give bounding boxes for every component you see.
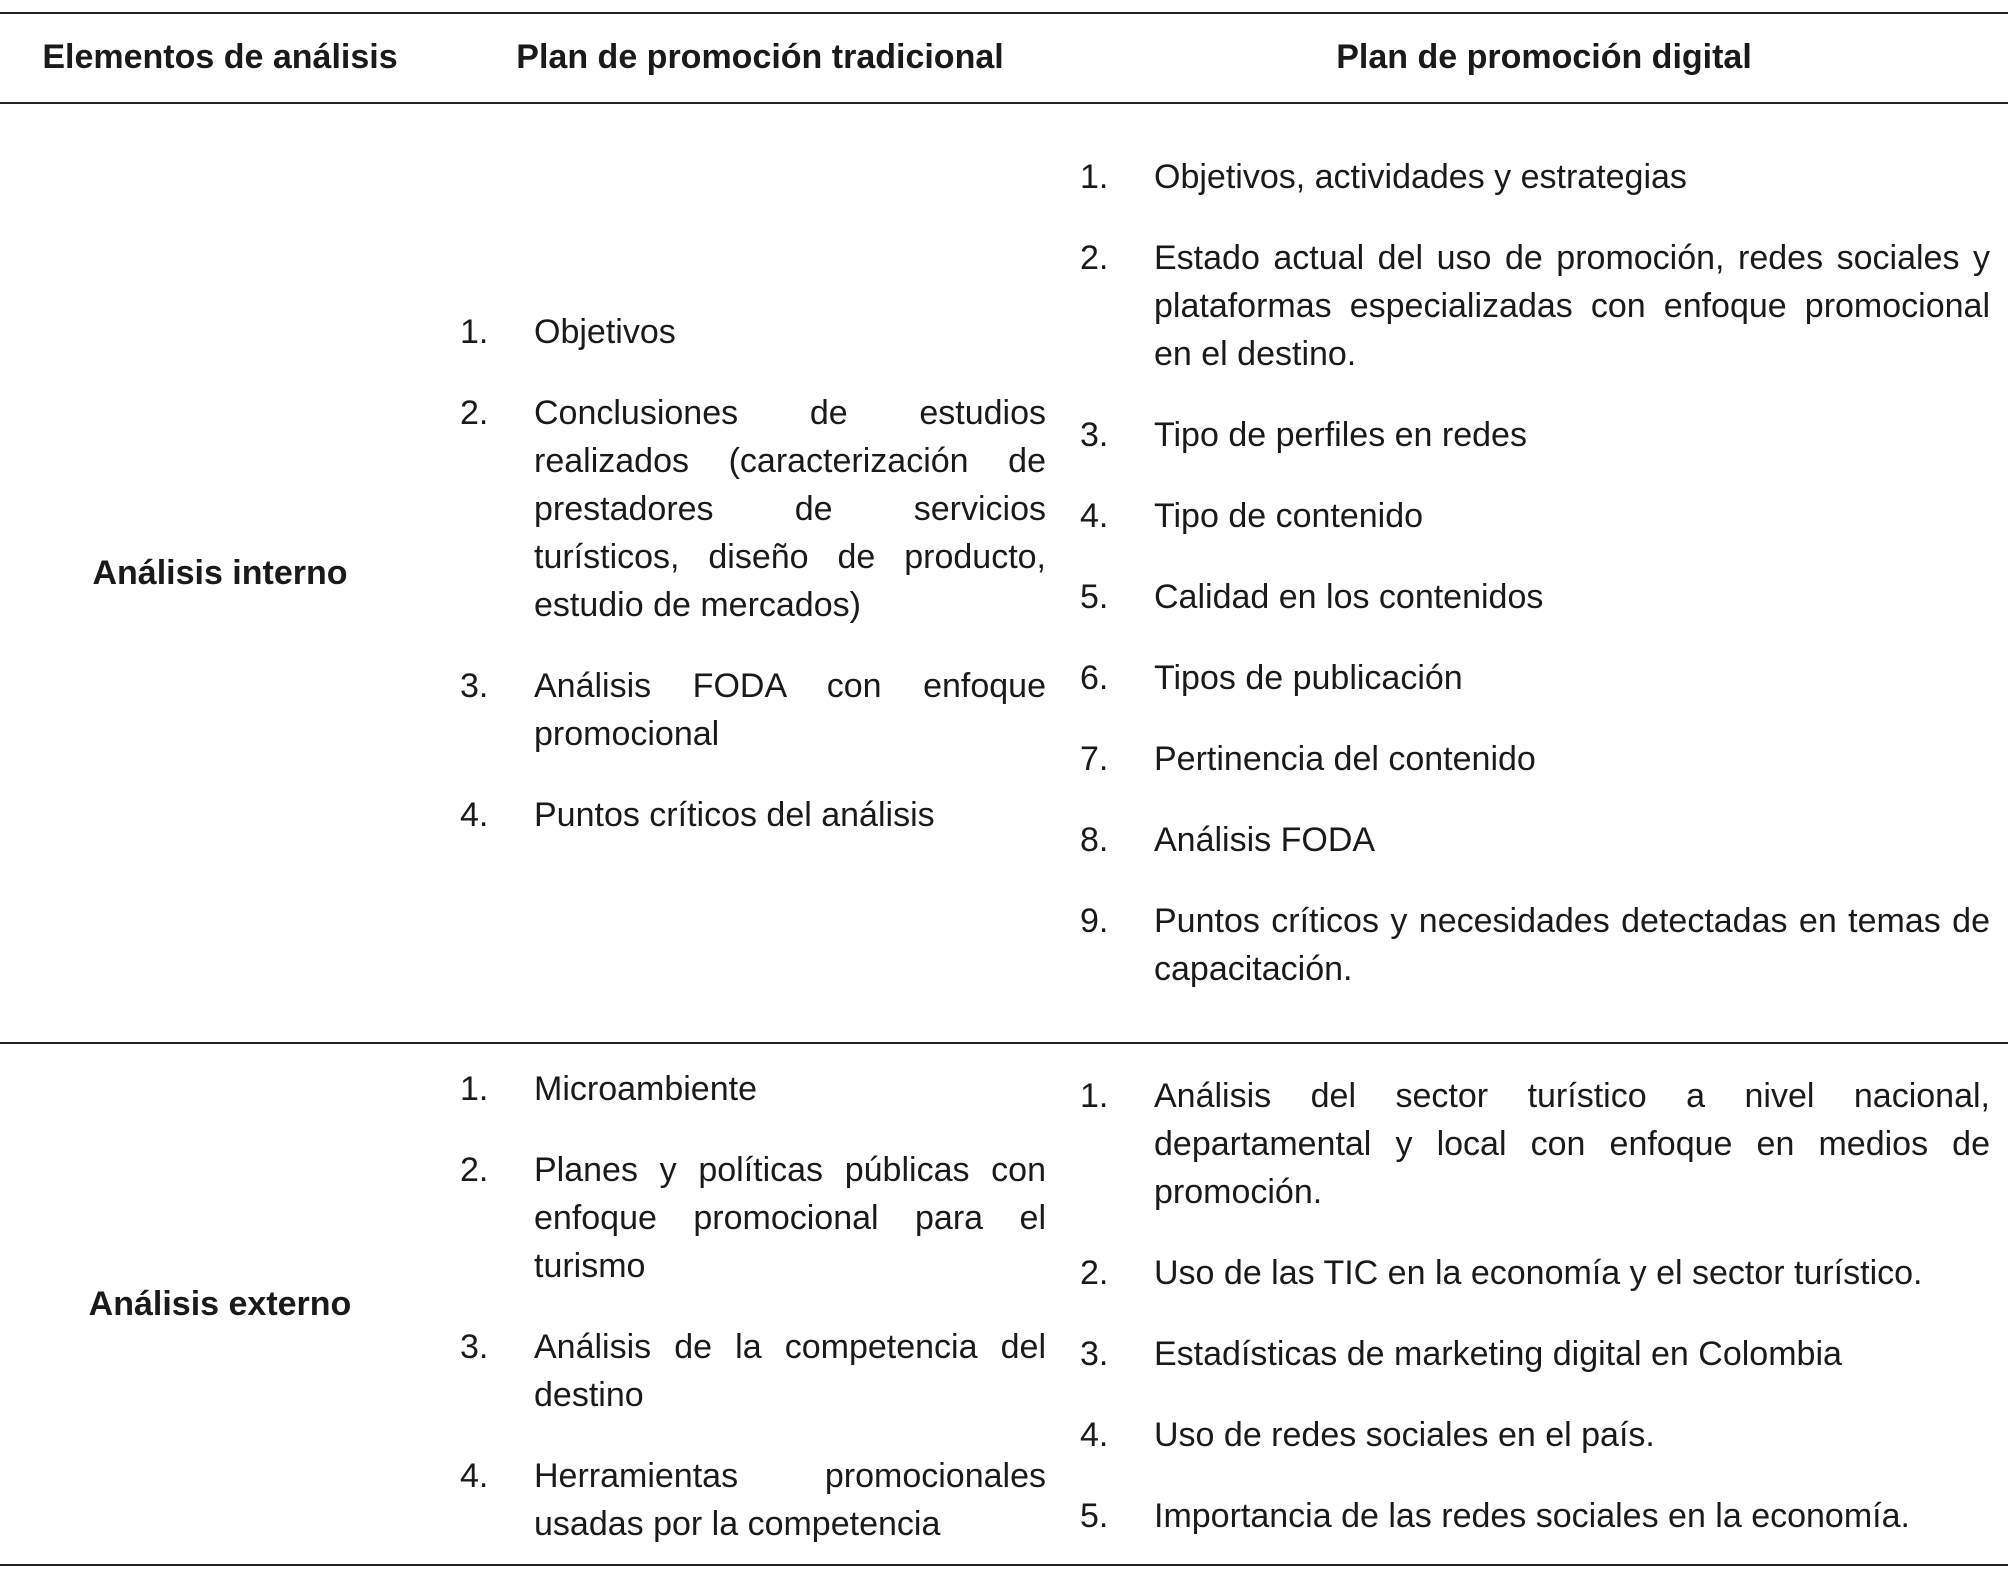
list-item: 1. Análisis del sector turístico a nivel nacional, departamental y local con enfoque en medios de promoción. — [1080, 1077, 1990, 1211]
list-item: 3. Estadísticas de marketing digital en Colombia — [1080, 1335, 1842, 1373]
list-item: 1. Objetivos, actividades y estrategias — [1080, 158, 1687, 196]
list-interno-tradicional — [460, 308, 1046, 872]
list-item: 1. Objetivos — [460, 313, 676, 351]
list-item: 2. Planes y políticas públicas con enfoque promocional para el turismo — [460, 1151, 1046, 1285]
list-interno-digital — [1080, 153, 1990, 1026]
header-tradicional: Plan de promoción tradicional — [516, 37, 1004, 76]
list-item: 4. Herramientas promocionales usadas por la competencia — [460, 1457, 1046, 1543]
row-label-externo: Análisis externo — [88, 1284, 352, 1323]
list-externo-digital — [1080, 1072, 1990, 1573]
list-item: 4. Uso de redes sociales en el país. — [1080, 1416, 1655, 1454]
list-item: 3. Análisis de la competencia del destino — [460, 1328, 1046, 1414]
list-item: 8. Análisis FODA — [1080, 821, 1376, 859]
list-item: 5. Importancia de las redes sociales en la economía. — [1080, 1497, 1910, 1535]
list-item: 2. Uso de las TIC en la economía y el sector turístico. — [1080, 1254, 1923, 1292]
list-item: 4. Tipo de contenido — [1080, 497, 1424, 535]
list-item: 7. Pertinencia del contenido — [1080, 740, 1536, 778]
list-item: 4. Puntos críticos del análisis — [460, 796, 935, 834]
list-item: 2. Conclusiones de estudios realizados (caracterización de prestadores de servicios turísticos, diseño de producto, estudio de mercados) — [460, 394, 1046, 624]
header-digital: Plan de promoción digital — [1336, 37, 1752, 76]
list-item: 9. Puntos críticos y necesidades detectadas en temas de capacitación. — [1080, 902, 1990, 988]
table-bottom-rule — [0, 1564, 2008, 1566]
list-item: 6. Tipos de publicación — [1080, 659, 1463, 697]
list-item: 3. Análisis FODA con enfoque promocional — [460, 667, 1046, 753]
row-label-interno: Análisis interno — [92, 553, 348, 592]
header-elementos: Elementos de análisis — [42, 37, 398, 76]
list-item: 1. Microambiente — [460, 1070, 757, 1108]
list-item: 3. Tipo de perfiles en redes — [1080, 416, 1527, 454]
list-item: 2. Estado actual del uso de promoción, redes sociales y plataformas especializadas con enfoque promocional en el destino. — [1080, 239, 1990, 373]
list-externo-tradicional — [460, 1065, 1046, 1581]
list-item: 5. Calidad en los contenidos — [1080, 578, 1544, 616]
